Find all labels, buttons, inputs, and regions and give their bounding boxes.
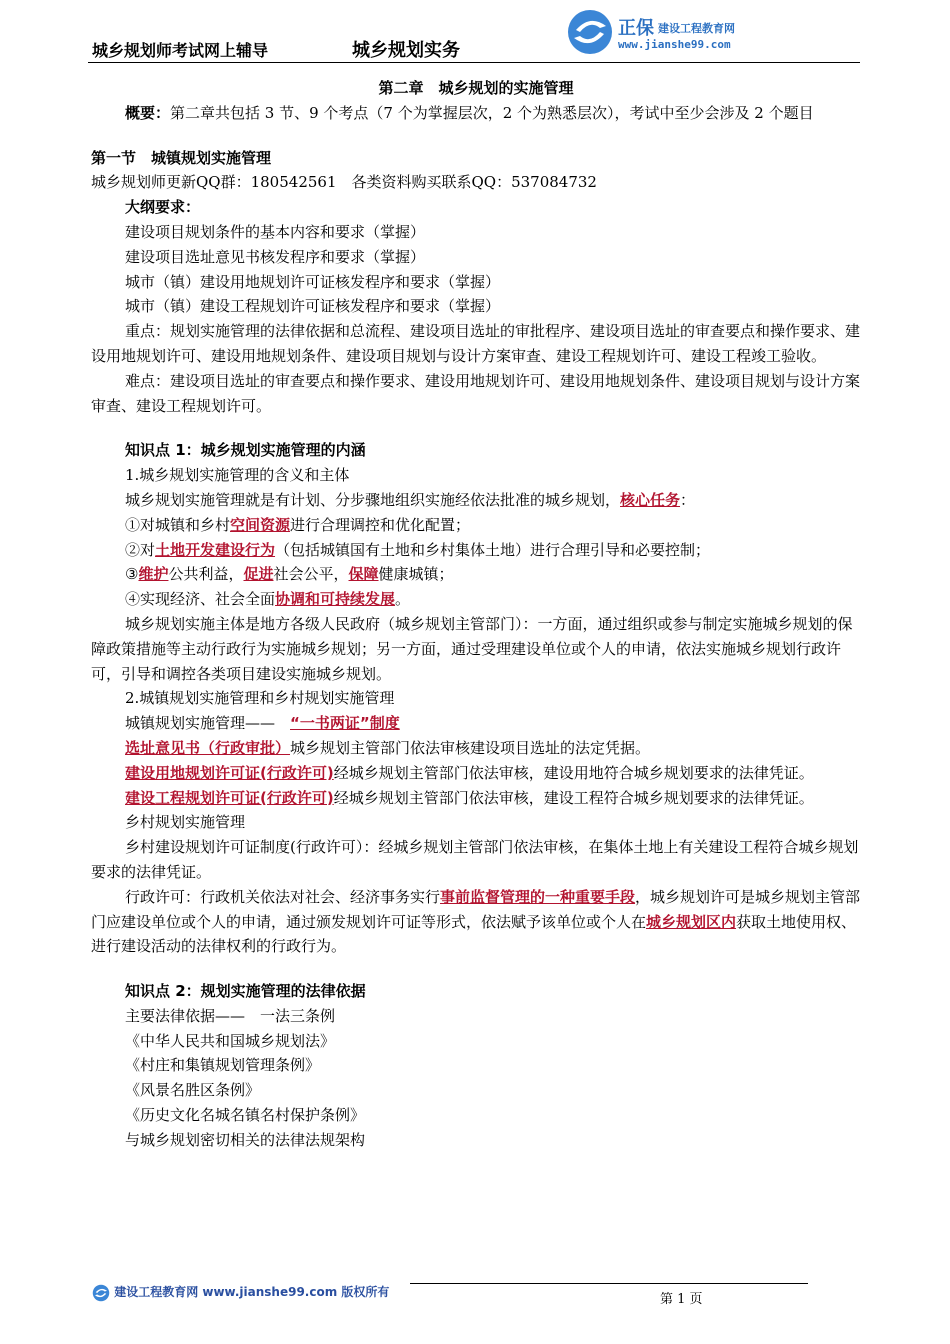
header-course-title: 城乡规划实务 bbox=[352, 40, 460, 61]
footer-divider bbox=[410, 1283, 808, 1284]
town-management bbox=[91, 711, 861, 736]
text: 城乡规划实施管理就是有计划、分步骤地组织实施经依法批准的城乡规划， bbox=[125, 490, 621, 509]
text: ： bbox=[680, 490, 696, 509]
kp1-item bbox=[91, 538, 861, 563]
text: ②对 bbox=[125, 540, 156, 559]
text: ③ bbox=[125, 565, 139, 584]
text: 社会公平， bbox=[273, 565, 349, 584]
header-site-title: 城乡规划师考试网上辅导 bbox=[92, 41, 269, 60]
qq-line: 城乡规划师更新QQ群：180542561 各类资料购买联系QQ：537084732 bbox=[91, 173, 597, 192]
footer-logo-icon bbox=[92, 1284, 110, 1302]
key-points: 重点：规划实施管理的法律依据和总流程、建设项目选址的审批程序、建设项目选址的审查要点和操作要求、建设用地规划许可、建设用地规划条件、建设项目规划与设计方案审查、建设工程规划许可、建设工程竣工验收。 bbox=[91, 322, 861, 365]
footer-copyright[interactable] bbox=[92, 1283, 389, 1302]
logo-name: 正保 bbox=[618, 18, 654, 39]
law-item: 《村庄和集镇规划管理条例》 bbox=[125, 1056, 321, 1075]
page-number: 第 1 页 bbox=[660, 1292, 703, 1307]
outline-item: 城市（镇）建设工程规划许可证核发程序和要求（掌握） bbox=[125, 297, 501, 316]
kp1-sub1: 1.城乡规划实施管理的含义和主体 bbox=[125, 466, 350, 485]
text: ①对城镇和乡村 bbox=[125, 515, 231, 534]
highlight: 促进 bbox=[243, 565, 274, 584]
kp2-title: 知识点 2：规划实施管理的法律依据 bbox=[125, 982, 366, 1001]
highlight: 维护 bbox=[138, 565, 169, 584]
text: 进行合理调控和优化配置； bbox=[290, 515, 471, 534]
text: 获取土地使用权、进行建设活动的法律权利的行政行为。 bbox=[91, 912, 857, 956]
header-divider bbox=[88, 62, 860, 63]
kp1-subject: 城乡规划实施主体是地方各级人民政府（城乡规划主管部门）：一方面，通过组织或参与制定实施城乡规划的保障政策措施等主动行政行为实施城乡规划；另一方面，通过受理建设单位或个人的申请，依法实施城乡规划行政许可，引导和调控各类项目建设实施城乡规划。 bbox=[91, 614, 853, 683]
site-logo[interactable] bbox=[566, 8, 766, 58]
kp1-item bbox=[91, 513, 861, 538]
kp1-title: 知识点 1：城乡规划实施管理的内涵 bbox=[125, 441, 366, 460]
site-opinion bbox=[91, 736, 861, 761]
kp1-item bbox=[91, 587, 861, 612]
text: （包括城镇国有土地和乡村集体土地）进行合理引导和必要控制； bbox=[275, 540, 711, 559]
outline-item: 城市（镇）建设用地规划许可证核发程序和要求（掌握） bbox=[125, 272, 501, 291]
rural-title: 乡村规划实施管理 bbox=[125, 813, 246, 832]
land-permit bbox=[91, 761, 861, 786]
text: 城镇规划实施管理—— bbox=[125, 714, 291, 733]
logo-mark-icon bbox=[566, 8, 614, 56]
difficult-points: 难点：建设项目选址的审查要点和操作要求、建设用地规划许可、建设用地规划条件、建设项目规划与设计方案审查、建设工程规划许可。 bbox=[91, 371, 861, 415]
section-title: 第一节 城镇规划实施管理 bbox=[91, 148, 272, 167]
outline-item: 建设项目规划条件的基本内容和要求（掌握） bbox=[125, 222, 426, 241]
highlight: 选址意见书（行政审批） bbox=[125, 738, 291, 757]
summary bbox=[91, 101, 861, 126]
logo-subtitle: 建设工程教育网 bbox=[658, 22, 735, 35]
highlight: 城乡规划区内 bbox=[646, 912, 737, 931]
text: 经城乡规划主管部门依法审核，建设工程符合城乡规划要求的法律凭证。 bbox=[333, 788, 814, 807]
text: 健康城镇； bbox=[378, 565, 454, 584]
highlight: 事前监督管理的一种重要手段 bbox=[440, 887, 636, 906]
kp1-sub2: 2.城镇规划实施管理和乡村规划实施管理 bbox=[125, 689, 395, 708]
document-body bbox=[91, 76, 861, 1153]
text: 。 bbox=[395, 590, 411, 609]
highlight: 土地开发建设行为 bbox=[155, 540, 276, 559]
kp2-main-basis: 主要法律依据—— 一法三条例 bbox=[125, 1006, 336, 1025]
outline-label: 大纲要求： bbox=[125, 198, 201, 217]
law-item: 《中华人民共和国城乡规划法》 bbox=[125, 1031, 336, 1050]
highlight: 建设用地规划许可证(行政许可) bbox=[125, 763, 334, 782]
highlight: 空间资源 bbox=[230, 515, 291, 534]
law-item: 《历史文化名城名镇名村保护条例》 bbox=[125, 1106, 366, 1125]
highlight: 协调和可持续发展 bbox=[275, 590, 396, 609]
summary-label: 概要： bbox=[125, 103, 171, 122]
text: 行政许可：行政机关依法对社会、经济事务实行 bbox=[125, 887, 441, 906]
kp1-definition bbox=[91, 488, 861, 513]
highlight: “一书两证”制度 bbox=[290, 714, 400, 733]
highlight: 建设工程规划许可证(行政许可) bbox=[125, 788, 334, 807]
law-item: 《风景名胜区条例》 bbox=[125, 1081, 261, 1100]
highlight: 核心任务 bbox=[620, 490, 681, 509]
text: 公共利益， bbox=[168, 565, 244, 584]
highlight: 保障 bbox=[348, 565, 379, 584]
text: ④实现经济、社会全面 bbox=[125, 590, 276, 609]
kp2-related: 与城乡规划密切相关的法律法规架构 bbox=[125, 1130, 366, 1149]
spacer bbox=[91, 418, 861, 438]
text: ，城乡规划许可是城乡规划主管部门应建设单位或个人的申请，通过颁发规划许可证等形式，依法赋予该单位或个人在 bbox=[91, 887, 861, 931]
admin-permit bbox=[91, 885, 861, 959]
rural-text: 乡村建设规划许可证制度(行政许可）：经城乡规划主管部门依法审核，在集体土地上有关建设工程符合城乡规划要求的法律凭证。 bbox=[91, 838, 859, 881]
text: 城乡规划主管部门依法审核建设项目选址的法定凭据。 bbox=[290, 738, 651, 757]
kp1-item bbox=[91, 562, 861, 587]
engineering-permit bbox=[91, 786, 861, 811]
summary-text: 第二章共包括 3 节、9 个考点（7 个为掌握层次，2 个为熟悉层次），考试中至少会涉及 2 个题目 bbox=[170, 103, 814, 122]
text: 经城乡规划主管部门依法审核，建设用地符合城乡规划要求的法律凭证。 bbox=[333, 763, 814, 782]
spacer bbox=[91, 959, 861, 979]
spacer bbox=[91, 126, 861, 146]
chapter-title: 第二章 城乡规划的实施管理 bbox=[378, 79, 574, 97]
logo-url: www.jianshe99.com bbox=[618, 38, 731, 51]
outline-item: 建设项目选址意见书核发程序和要求（掌握） bbox=[125, 247, 426, 266]
footer-text: 建设工程教育网 www.jianshe99.com 版权所有 bbox=[114, 1285, 390, 1299]
